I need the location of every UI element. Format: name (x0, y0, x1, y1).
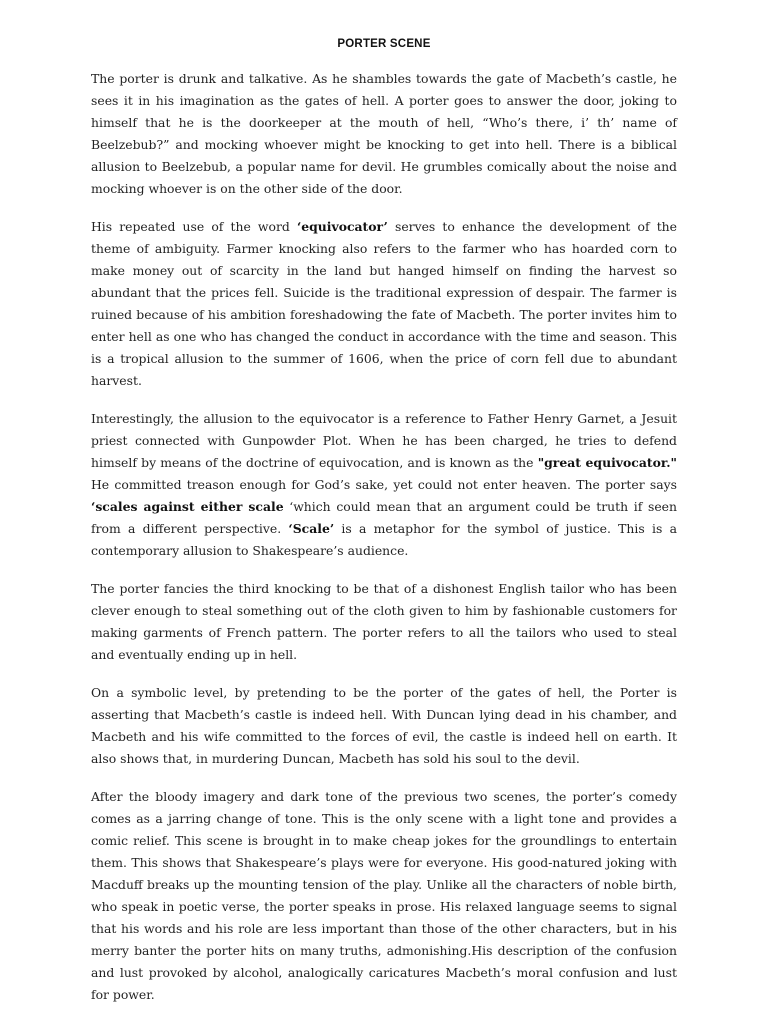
paragraph-2-text-a: His repeated use of the word (91, 219, 297, 234)
paragraph-3 (91, 408, 677, 562)
paragraph-3-bold-2: ‘scales against either scale (91, 499, 284, 514)
paragraph-3-text-c: ‘which could mean that an argument could be truth if seen from a different perspective. (91, 499, 677, 536)
paragraph-3-bold-3: ‘Scale’ (288, 521, 335, 536)
paragraph-4: The porter fancies the third knocking to be that of a dishonest English tailor who has been clever enough to steal something out of the cloth given to him by fashionable customers for making garments of French pattern. The porter refers to all the tailors who used to steal and eventually ending up in hell. (91, 581, 677, 662)
paragraph-3-bold-1: "great equivocator." (537, 455, 677, 470)
paragraph-2-bold: ‘equivocator’ (296, 219, 388, 234)
paragraph-1: The porter is drunk and talkative. As he shambles towards the gate of Macbeth’s castle, he sees it in his imagination as the gates of hell. A porter goes to answer the door, joking to himself that he is the doorkeeper at the mouth of hell, “Who’s there, i’ th’ name of Beelzebub?” and mocking whoever might be knocking to get into hell. There is a biblical allusion to Beelzebub, a popular name for devil. He grumbles comically about the noise and mocking whoever is on the other side of the door. (91, 71, 677, 196)
paragraph-5: On a symbolic level, by pretending to be the porter of the gates of hell, the Porter is asserting that Macbeth’s castle is indeed hell. With Duncan lying dead in his chamber, and Macbeth and his wife committed to the forces of evil, the castle is indeed hell on earth. It also shows that, in murdering Duncan, Macbeth has sold his soul to the devil. (91, 685, 677, 766)
paragraph-3-text-b: He committed treason enough for God’s sake, yet could not enter heaven. The porter says (91, 477, 677, 492)
paragraph-3-text-a: Interestingly, the allusion to the equivocator is a reference to Father Henry Garnet, a Jesuit priest connected with Gunpowder Plot. When he has been charged, he tries to defend himself by means of the doctrine of equivocation, and is known as the (91, 411, 677, 470)
paragraph-3-text-d: is a metaphor for the symbol of justice. This is a contemporary allusion to Shakespeare’s audience. (91, 521, 677, 558)
paragraph-2 (91, 216, 677, 392)
paragraph-2-text-b: serves to enhance the development of the theme of ambiguity. Farmer knocking also refers to the farmer who has hoarded corn to make money out of scarcity in the land but hanged himself on finding the harvest so abundant that the prices fell. Suicide is the traditional expression of despair. The farmer is ruined because of his ambition foreshadowing the fate of Macbeth. The porter invites him to enter hell as one who has changed the conduct in accordance with the time and season. This is a tropical allusion to the summer of 1606, when the price of corn fell due to abundant harvest. (91, 219, 677, 388)
paragraph-6: After the bloody imagery and dark tone of the previous two scenes, the porter’s comedy comes as a jarring change of tone. This is the only scene with a light tone and provides a comic relief. This scene is brought in to make cheap jokes for the groundlings to entertain them. This shows that Shakespeare’s plays were for everyone. His good-natured joking with Macduff breaks up the mounting tension of the play. Unlike all the characters of noble birth, who speak in poetic verse, the porter speaks in prose. His relaxed language seems to signal that his words and his role are less important than those of the other characters, but in his merry banter the porter hits on many truths, admonishing.His description of the confusion and lust provoked by alcohol, analogically caricatures Macbeth’s moral confusion and lust for power. (91, 789, 677, 1002)
document-body (91, 68, 677, 1006)
document-title: PORTER SCENE (337, 38, 431, 50)
